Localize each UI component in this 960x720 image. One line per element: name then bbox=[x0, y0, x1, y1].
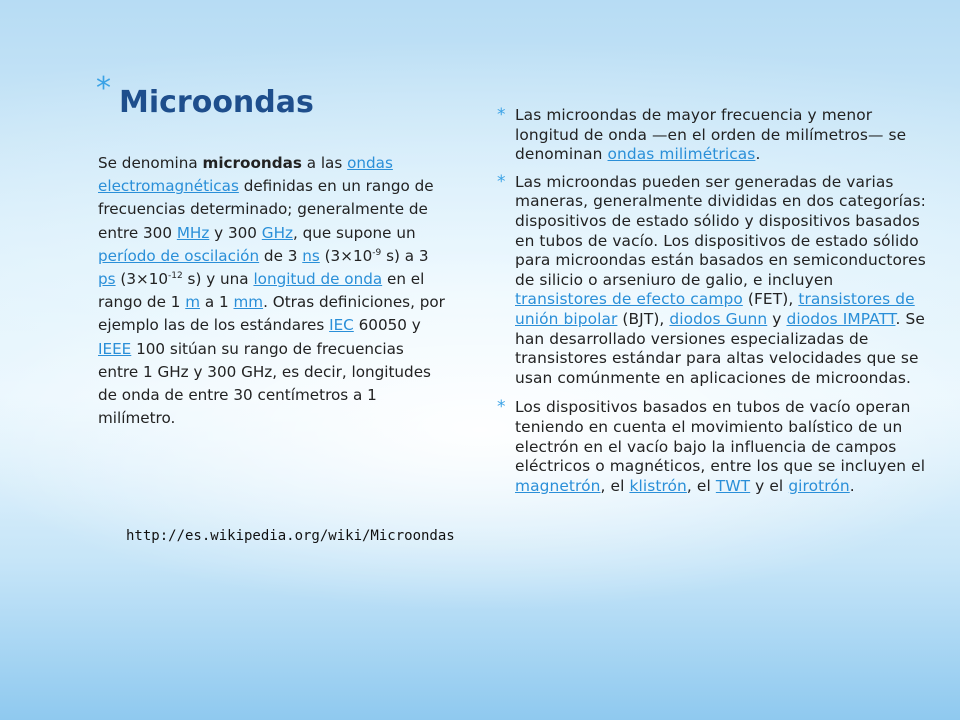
text-span: Las microondas de mayor frecuencia y menor longitud de onda —en el orden de milímetros— se denominan bbox=[515, 106, 907, 164]
link-ns[interactable]: ns bbox=[302, 246, 320, 265]
text-span: (FET), bbox=[742, 290, 799, 309]
text-span: a 1 bbox=[200, 293, 234, 312]
link-girotron[interactable]: girotrón bbox=[788, 476, 850, 495]
link-iec[interactable]: IEC bbox=[329, 316, 354, 335]
text-span: de 3 bbox=[259, 246, 303, 265]
bullet-item bbox=[497, 398, 927, 496]
bullet-star-icon: * bbox=[497, 397, 506, 418]
text-span: Las microondas pueden ser generadas de varias maneras, generalmente divididas en dos categorías: dispositivos de estado sólido y dispositivos basados en tubos de vacío. Los dispositivos de estado sólido para microondas están basados en semiconductores de silicio o arseniuro de galio, e incluyen bbox=[515, 172, 926, 289]
definition-paragraph bbox=[98, 152, 446, 430]
text-span: . bbox=[755, 145, 761, 164]
exponent: -9 bbox=[372, 247, 382, 258]
link-transistores-union-bipolar[interactable]: transistores de unión bipolar bbox=[515, 290, 915, 328]
title-bullet-icon: * bbox=[96, 71, 111, 106]
text-span: . bbox=[849, 476, 855, 495]
source-url: http://es.wikipedia.org/wiki/Microondas bbox=[126, 528, 455, 544]
text-span: Los dispositivos basados en tubos de vacío operan teniendo en cuenta el movimiento balístico de un electrón en el vacío bajo la influencia de campos eléctricos o magnéticos, entre los que se incluyen el bbox=[515, 398, 926, 476]
text-span: s) y una bbox=[182, 270, 254, 289]
text-span: . Otras definiciones, por ejemplo las de los estándares bbox=[98, 293, 445, 335]
link-magnetron[interactable]: magnetrón bbox=[515, 476, 601, 495]
text-span: 100 sitúan su rango de frecuencias entre 1 GHz y 300 GHz, es decir, longitudes de onda de entre 30 centímetros a 1 milímetro. bbox=[98, 339, 431, 428]
bullet-item bbox=[497, 106, 927, 165]
text-span: y 300 bbox=[209, 223, 262, 242]
link-mm[interactable]: mm bbox=[233, 293, 264, 312]
term-bold: microondas bbox=[202, 154, 302, 172]
link-transistores-efecto-campo[interactable]: transistores de efecto campo bbox=[515, 290, 743, 309]
text-span: (3×10 bbox=[319, 246, 373, 265]
link-longitud-de-onda[interactable]: longitud de onda bbox=[253, 270, 383, 289]
link-diodos-impatt[interactable]: diodos IMPATT bbox=[786, 309, 896, 328]
link-ps[interactable]: ps bbox=[98, 270, 116, 289]
text-span: y el bbox=[750, 476, 789, 495]
link-m[interactable]: m bbox=[185, 293, 201, 312]
bullet-star-icon: * bbox=[497, 105, 506, 125]
text-span: Se denomina bbox=[98, 154, 203, 172]
link-periodo-oscilacion[interactable]: período de oscilación bbox=[98, 246, 260, 265]
link-ondas-milimetricas[interactable]: ondas milimétricas bbox=[607, 145, 756, 164]
link-twt[interactable]: TWT bbox=[715, 476, 751, 495]
text-span: , el bbox=[600, 476, 630, 495]
slide-title: Microondas bbox=[119, 85, 314, 120]
text-span: , el bbox=[686, 476, 716, 495]
link-ghz[interactable]: GHz bbox=[261, 223, 293, 242]
text-span: definidas en un rango de frecuencias determinado; generalmente de entre 300 bbox=[98, 177, 434, 242]
text-span: . Se han desarrollado versiones especializadas de transistores estándar para altas velocidades que se usan comúnmente en aplicaciones de microondas. bbox=[515, 309, 925, 387]
text-span: (BJT), bbox=[617, 309, 670, 328]
text-span: 60050 y bbox=[353, 316, 421, 335]
link-mhz[interactable]: MHz bbox=[176, 223, 210, 242]
link-klistron[interactable]: klistrón bbox=[629, 476, 687, 495]
text-span: a las bbox=[301, 154, 348, 172]
text-span: (3×10 bbox=[115, 270, 169, 289]
text-span: , que supone un bbox=[292, 223, 416, 242]
text-span: y bbox=[767, 309, 787, 328]
bullet-star-icon: * bbox=[497, 171, 506, 192]
link-ondas-electromagneticas[interactable]: ondas electromagnéticas bbox=[98, 154, 393, 196]
text-span: s) a 3 bbox=[381, 246, 429, 265]
link-diodos-gunn[interactable]: diodos Gunn bbox=[669, 309, 768, 328]
link-ieee[interactable]: IEEE bbox=[98, 339, 132, 358]
exponent: -12 bbox=[168, 270, 183, 281]
bullet-item bbox=[497, 173, 927, 389]
title-row bbox=[96, 72, 314, 120]
bullet-list bbox=[497, 106, 927, 496]
text-span: en el rango de 1 bbox=[98, 270, 425, 312]
